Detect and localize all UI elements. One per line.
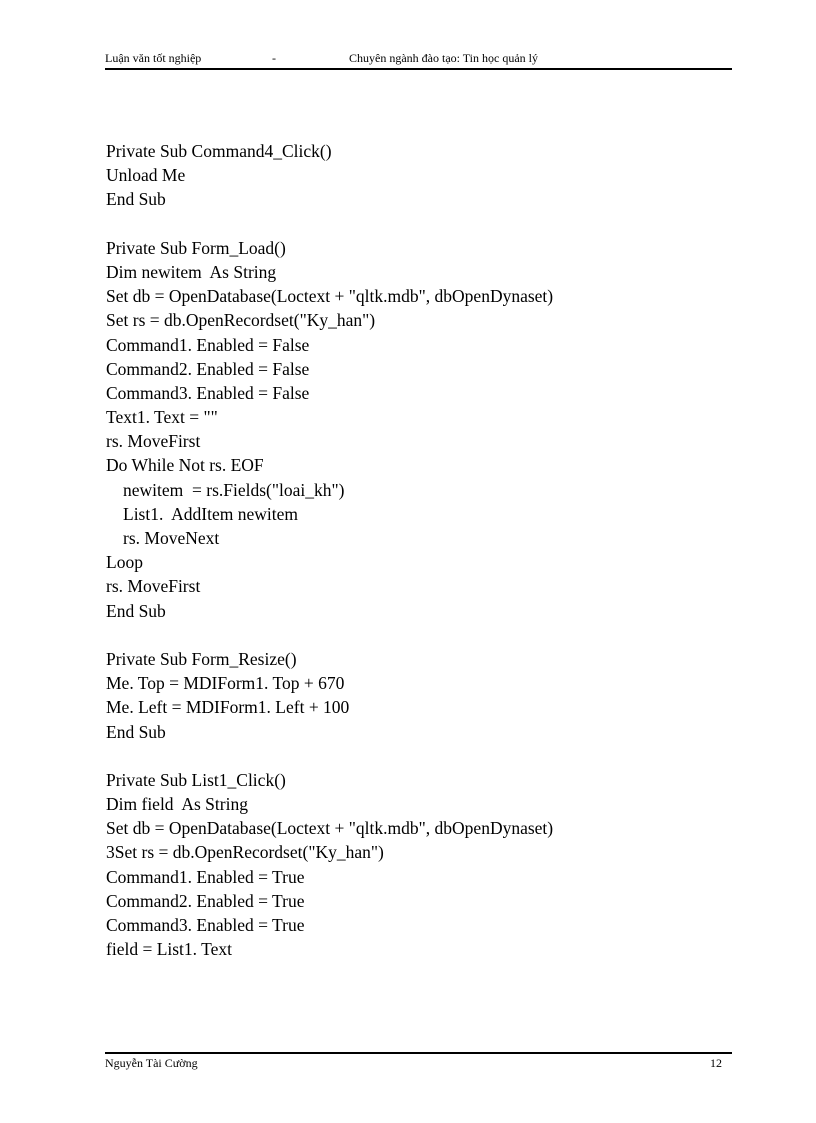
code-line: Private Sub List1_Click() <box>106 769 286 790</box>
footer-divider <box>105 1052 732 1054</box>
code-blank-line <box>106 623 726 647</box>
code-line: Private Sub Form_Load() <box>106 237 286 258</box>
code-line: End Sub <box>106 721 166 742</box>
code-line: Set rs = db.OpenRecordset("Ky_han") <box>106 310 376 331</box>
code-line: Do While Not rs. EOF <box>106 455 264 476</box>
header-separator: - <box>272 51 276 65</box>
code-blank-line <box>106 744 726 768</box>
code-line: Command3. Enabled = True <box>106 915 305 935</box>
code-line: Private Sub Command4_Click() <box>106 141 332 161</box>
code-line: Command1. Enabled = True <box>106 866 305 887</box>
code-line: End Sub <box>106 189 166 210</box>
code-line: Dim newitem As String <box>106 261 277 282</box>
code-line: rs. MoveFirst <box>106 576 201 597</box>
code-line: End Sub <box>106 600 166 621</box>
code-line: Me. Top = MDIForm1. Top + 670 <box>106 673 345 694</box>
code-line: Text1. Text = "" <box>106 407 218 428</box>
code-line: Command1. Enabled = False <box>106 334 310 355</box>
header-major-label: Chuyên ngành đào tạo: Tin học quản lý <box>349 51 538 65</box>
code-blank-line <box>106 212 726 236</box>
code-line: Command2. Enabled = False <box>106 358 310 379</box>
code-line: Set db = OpenDatabase(Loctext + "qltk.mdb", dbOpenDynaset) <box>106 286 554 307</box>
code-line: Me. Left = MDIForm1. Left + 100 <box>106 697 350 718</box>
code-line: Dim field As String <box>106 794 248 815</box>
code-line: Command2. Enabled = True <box>106 890 305 911</box>
code-line: field = List1. Text <box>106 939 232 960</box>
code-line: newitem = rs.Fields("loai_kh") <box>123 479 345 500</box>
code-line: List1. AddItem newitem <box>123 503 298 524</box>
code-line: Set db = OpenDatabase(Loctext + "qltk.mdb", dbOpenDynaset) <box>106 818 554 839</box>
header-thesis-label: Luận văn tốt nghiệp <box>105 51 202 65</box>
footer-author: Nguyễn Tài Cường <box>105 1056 198 1070</box>
code-line: Command3. Enabled = False <box>106 382 310 403</box>
page-header <box>105 51 732 69</box>
code-listing <box>106 139 726 961</box>
footer-page-number: 12 <box>710 1056 722 1070</box>
code-line: rs. MoveFirst <box>106 431 201 452</box>
code-line: Private Sub Form_Resize() <box>106 648 297 669</box>
code-line: Loop <box>106 552 143 573</box>
code-line: rs. MoveNext <box>123 528 220 548</box>
code-line: 3Set rs = db.OpenRecordset("Ky_han") <box>106 842 384 863</box>
header-divider <box>105 68 732 70</box>
code-line: Unload Me <box>106 165 186 186</box>
